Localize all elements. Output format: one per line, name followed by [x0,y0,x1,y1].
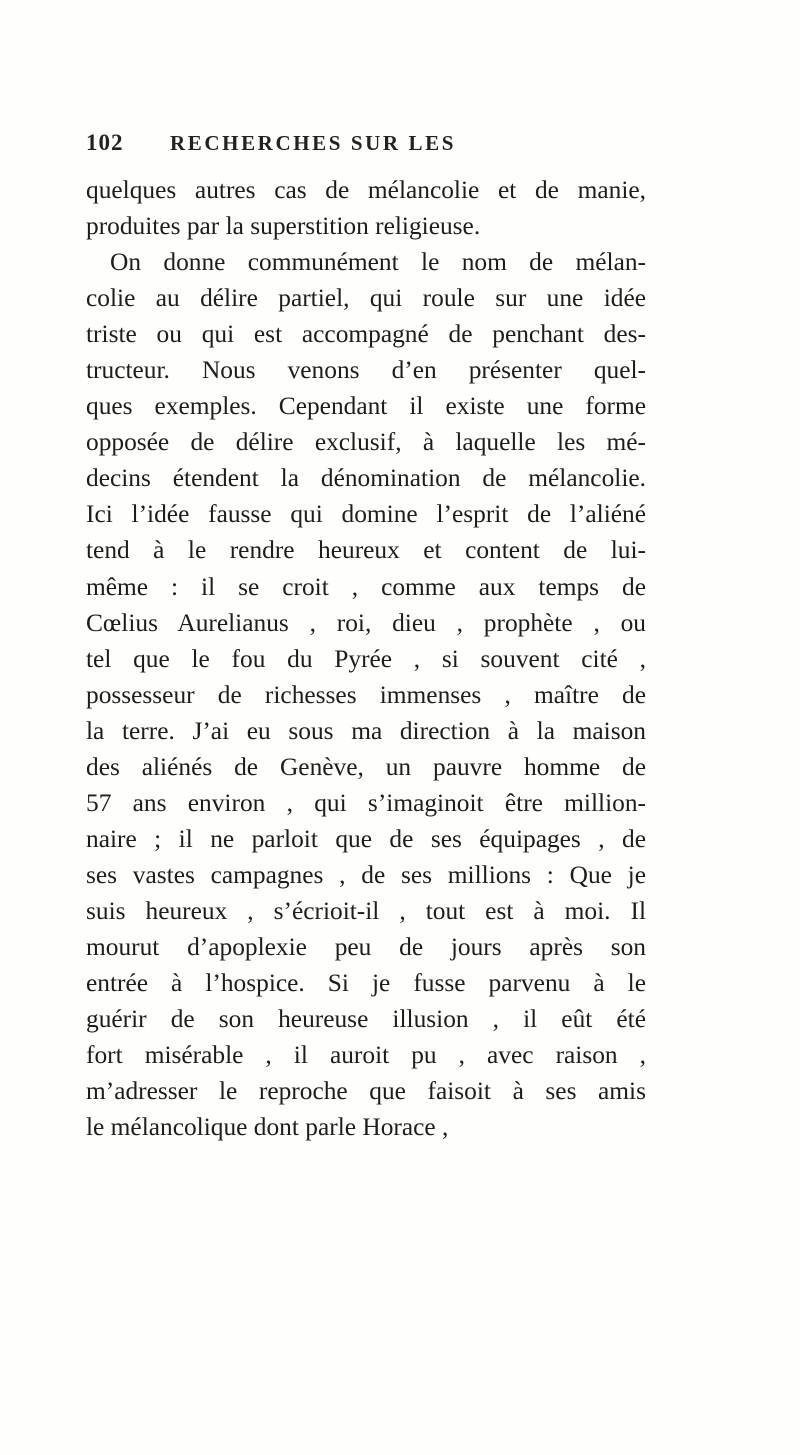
text-line: ses vastes campagnes , de ses millions : Que je [86,860,646,889]
text-line: decins étendent la dénomination de mélancolie. [86,464,646,493]
text-line: tructeur. Nous venons d’en présenter quel- [86,356,646,385]
text-line: ques exemples. Cependant il existe une forme [86,392,646,421]
text-line: opposée de délire exclusif, à laquelle les mé- [86,428,646,457]
text-line: entrée à l’hospice. Si je fusse parvenu à le [86,969,646,998]
text-line: fort misérable , il auroit pu , avec raison , [86,1041,646,1070]
text-line: produites par la superstition religieuse. [86,212,481,241]
text-line: le mélancolique dont parle Horace , [86,1113,449,1142]
text-line: des aliénés de Genève, un pauvre homme de [86,752,646,781]
text-line: tend à le rendre heureux et content de lui- [86,536,646,565]
text-line: suis heureux , s’écrioit-il , tout est à moi. Il [86,896,646,925]
text-line: m’adresser le reproche que faisoit à ses amis [86,1077,646,1106]
running-head [86,130,626,166]
running-title: RECHERCHES SUR LES [170,131,457,155]
body-text [86,172,646,1145]
text-line: Ici l’idée fausse qui domine l’esprit de l’aliéné [86,500,646,529]
text-line: quelques autres cas de mélancolie et de manie, [86,176,646,204]
text-line: même : il se croit , comme aux temps de [86,572,646,601]
text-line: guérir de son heureuse illusion , il eût été [86,1005,646,1034]
text-line: la terre. J’ai eu sous ma direction à la maison [86,716,646,745]
text-line: naire ; il ne parloit que de ses équipages , de [86,824,646,853]
text-line: Cœlius Aurelianus , roi, dieu , prophète , ou [86,608,646,637]
text-line: 57 ans environ , qui s’imaginoit être million- [86,788,646,817]
text-line: possesseur de richesses immenses , maître de [86,680,646,709]
text-line: mourut d’apoplexie peu de jours après son [86,932,646,961]
text-line: tel que le fou du Pyrée , si souvent cité , [86,644,646,673]
text-line: triste ou qui est accompagné de penchant des- [86,320,646,349]
text-line: On donne communément le nom de mélan- [110,248,646,277]
text-line: colie au délire partiel, qui roule sur une idée [86,284,646,313]
page-number: 102 [86,130,124,155]
